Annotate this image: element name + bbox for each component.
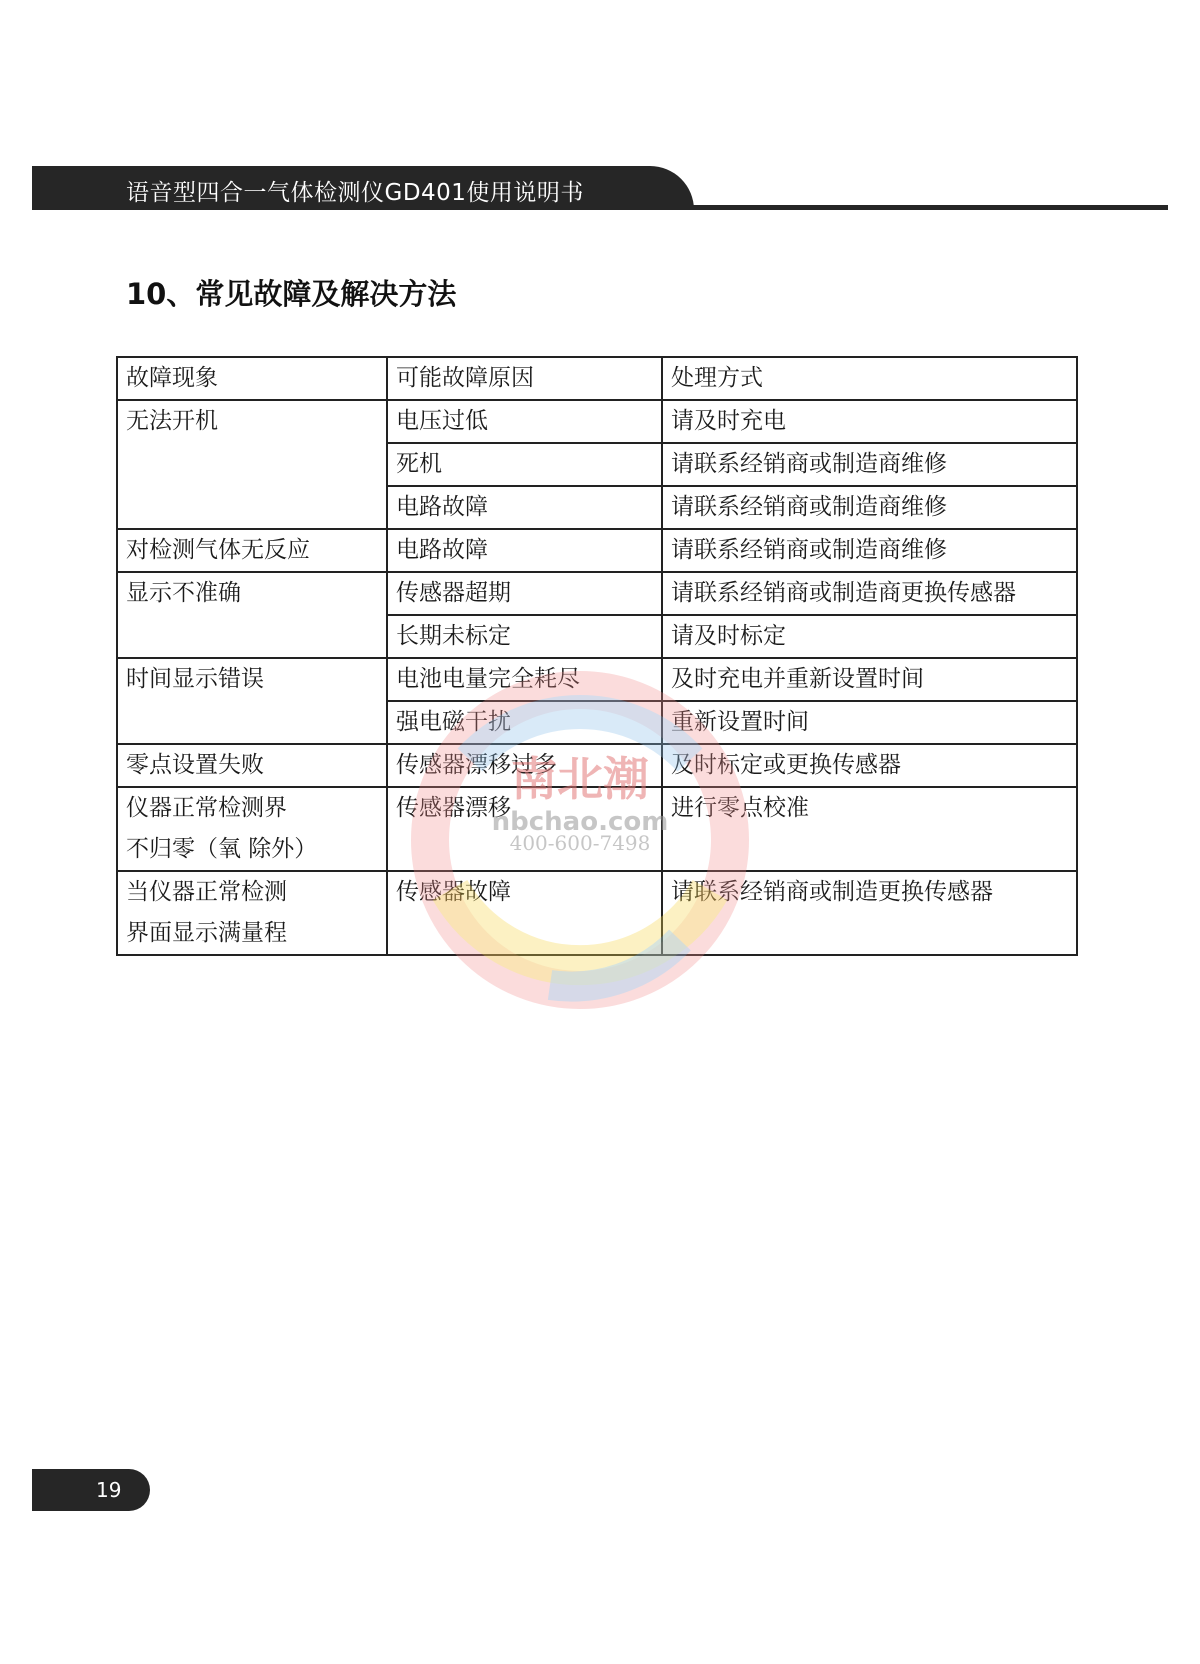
cause-cell: 电路故障: [387, 486, 662, 529]
symptom-cell: [117, 871, 387, 955]
cause-cell: 传感器超期: [387, 572, 662, 615]
solution-cell: 请及时标定: [662, 615, 1077, 658]
symptom-line: 无法开机: [126, 408, 218, 434]
header-solution: 处理方式: [662, 357, 1077, 400]
cause-cell: 传感器漂移: [387, 787, 662, 871]
symptom-line: 不归零（氧 除外）: [126, 836, 318, 862]
symptom-line: 时间显示错误: [126, 666, 264, 692]
cause-cell: 强电磁干扰: [387, 701, 662, 744]
solution-cell: 及时充电并重新设置时间: [662, 658, 1077, 701]
watermark-brand: 南北潮: [511, 752, 649, 806]
fault-table: [116, 356, 1078, 956]
symptom-cell: [117, 787, 387, 871]
solution-cell: 请联系经销商或制造更换传感器: [662, 871, 1077, 955]
header-symptom: 故障现象: [117, 357, 387, 400]
solution-cell: 请联系经销商或制造商维修: [662, 443, 1077, 486]
solution-cell: 重新设置时间: [662, 701, 1077, 744]
watermark-phone: 400-600-7498: [509, 831, 651, 855]
cause-cell: 死机: [387, 443, 662, 486]
table-header-row: [117, 357, 1077, 400]
symptom-cell: [117, 572, 387, 658]
cause-cell: 电池电量完全耗尽: [387, 658, 662, 701]
cause-cell: 电压过低: [387, 400, 662, 443]
document-title: 语音型四合一气体检测仪GD401使用说明书: [126, 180, 584, 206]
solution-cell: 及时标定或更换传感器: [662, 744, 1077, 787]
solution-cell: 请联系经销商或制造商维修: [662, 529, 1077, 572]
table-row: [117, 572, 1077, 615]
header-cause: 可能故障原因: [387, 357, 662, 400]
cause-cell: 长期未标定: [387, 615, 662, 658]
section-title: 10、常见故障及解决方法: [126, 277, 457, 311]
symptom-line: 零点设置失败: [126, 752, 264, 778]
solution-cell: 请联系经销商或制造商更换传感器: [662, 572, 1077, 615]
table-row: [117, 658, 1077, 701]
solution-cell: 进行零点校准: [662, 787, 1077, 871]
cause-cell: 传感器漂移过多: [387, 744, 662, 787]
table-row: [117, 871, 1077, 955]
page-number: 19: [96, 1478, 122, 1502]
table-row: [117, 529, 1077, 572]
symptom-line: 仪器正常检测界: [126, 795, 287, 821]
symptom-cell: [117, 400, 387, 529]
symptom-line: 对检测气体无反应: [126, 537, 310, 563]
symptom-cell: [117, 744, 387, 787]
symptom-line: 界面显示满量程: [126, 920, 287, 946]
cause-cell: 电路故障: [387, 529, 662, 572]
page-number-tab: [32, 1469, 150, 1511]
symptom-cell: [117, 529, 387, 572]
table-row: [117, 744, 1077, 787]
cause-cell: 传感器故障: [387, 871, 662, 955]
symptom-cell: [117, 658, 387, 744]
table-row: [117, 787, 1077, 871]
watermark-site: nbchao.com: [491, 807, 669, 837]
symptom-line: 显示不准确: [126, 580, 241, 606]
solution-cell: 请及时充电: [662, 400, 1077, 443]
solution-cell: 请联系经销商或制造商维修: [662, 486, 1077, 529]
symptom-line: 当仪器正常检测: [126, 879, 287, 905]
table-row: [117, 400, 1077, 443]
